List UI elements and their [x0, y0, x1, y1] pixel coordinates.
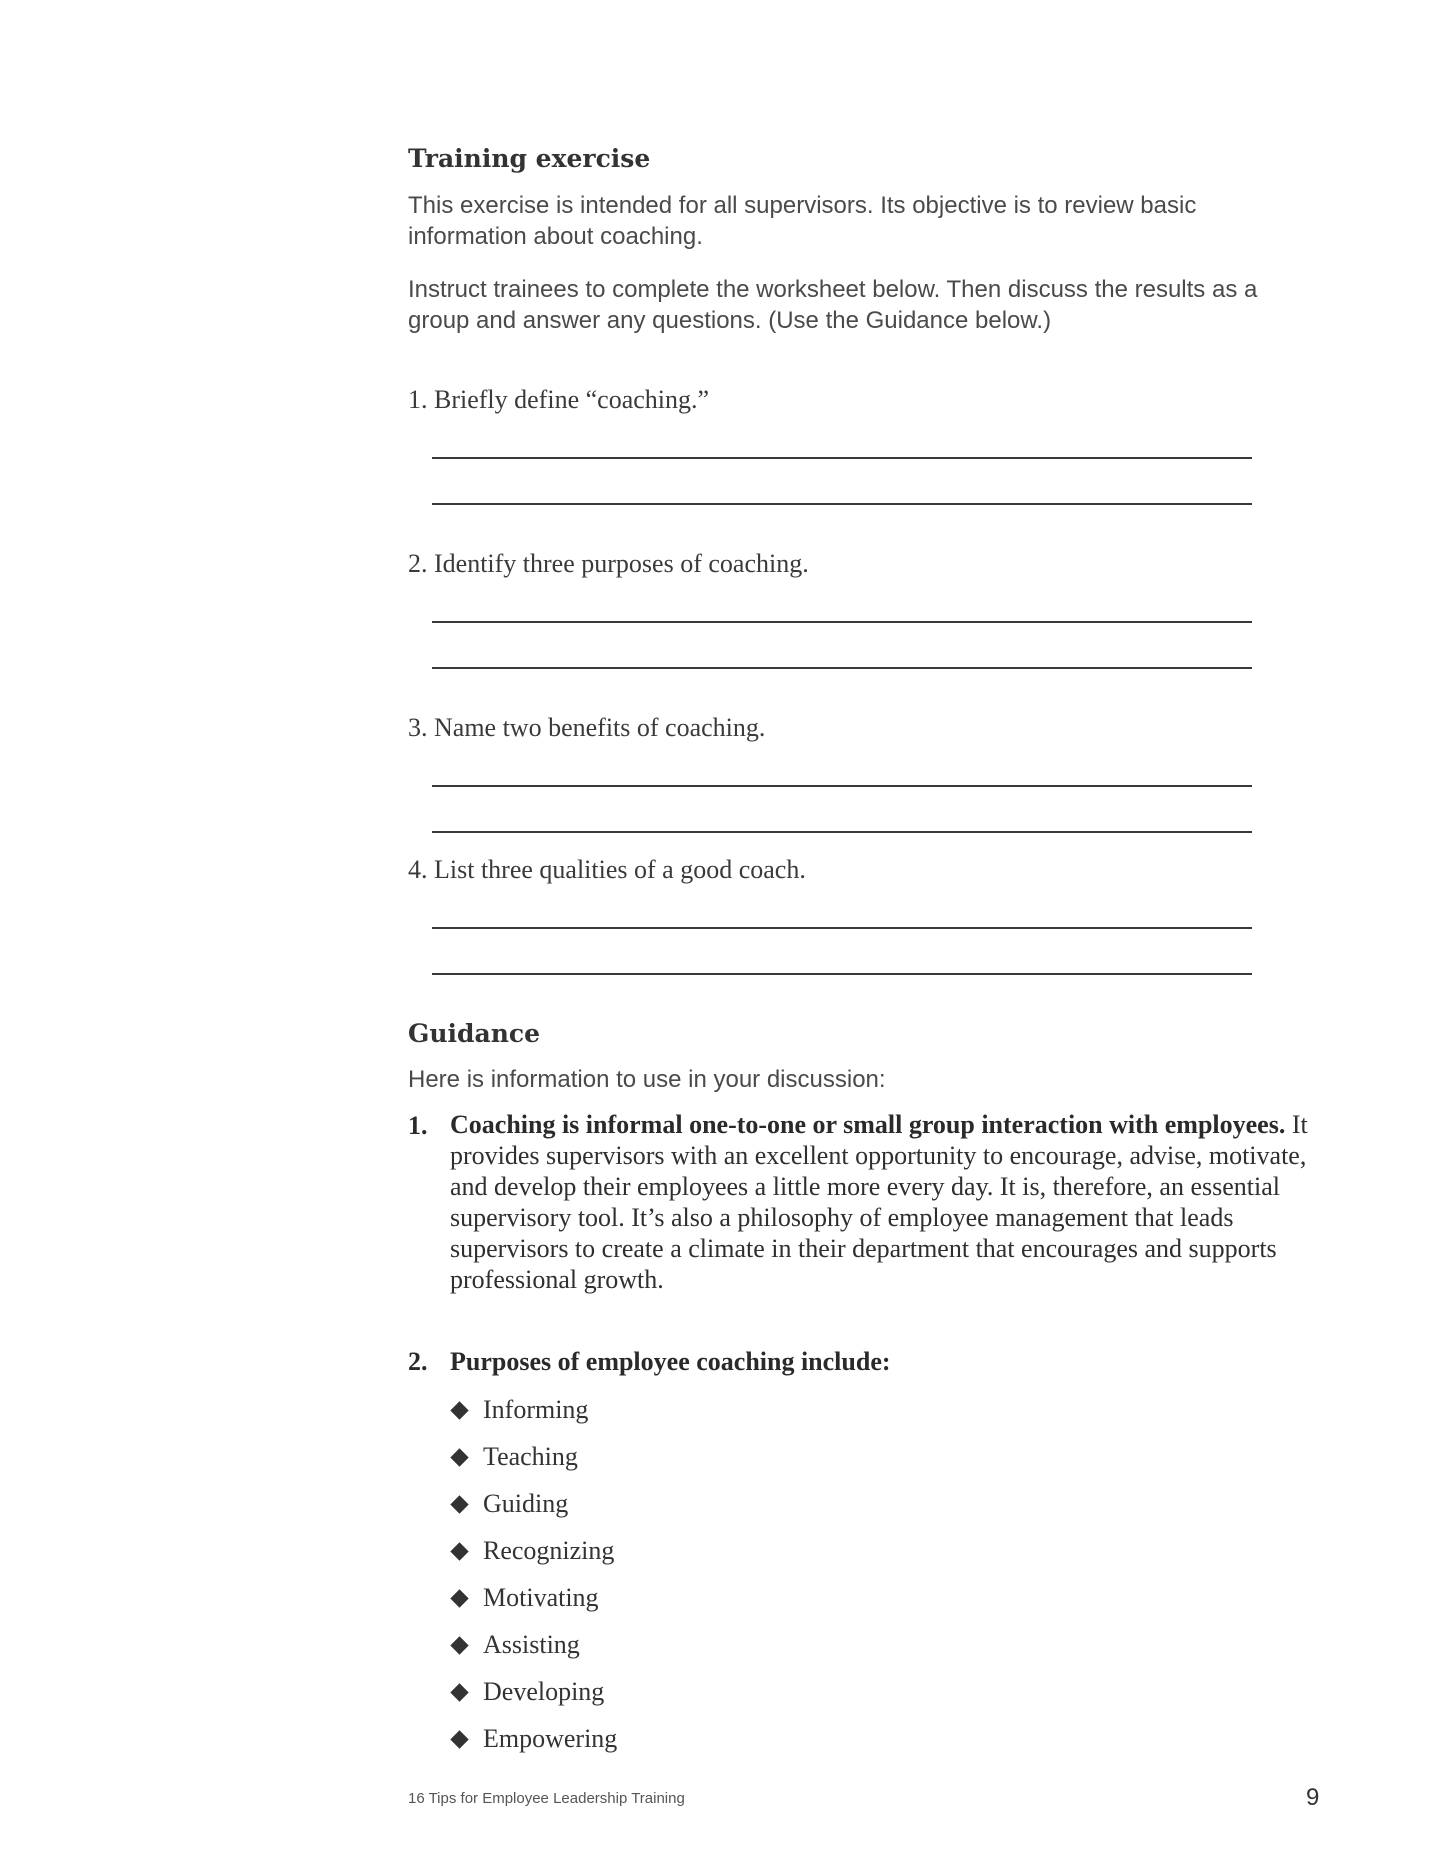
list-item: Assisting — [450, 1628, 580, 1662]
diamond-bullet-icon — [450, 1730, 468, 1748]
training-exercise-heading: Training exercise — [408, 144, 651, 173]
list-item: Empowering — [450, 1722, 617, 1756]
list-item: Motivating — [450, 1581, 599, 1615]
guidance-heading: Guidance — [408, 1019, 541, 1048]
training-intro-paragraph: This exercise is intended for all supervisors. Its objective is to review basic information about coaching. — [408, 192, 1197, 250]
guidance-intro: Here is information to use in your discussion: — [408, 1066, 886, 1093]
answer-line — [432, 927, 1252, 929]
diamond-bullet-icon — [450, 1448, 468, 1466]
answer-line — [432, 457, 1252, 459]
answer-line — [432, 667, 1252, 669]
guidance-item-1 — [450, 1109, 1340, 1295]
guidance-item-1-number: 1. — [408, 1111, 428, 1140]
guidance-item-1-bold: Coaching is informal one-to-one or small group interaction with employees. — [450, 1110, 1286, 1139]
list-item: Developing — [450, 1675, 604, 1709]
list-item: Informing — [450, 1393, 588, 1427]
guidance-item-2-title: Purposes of employee coaching include: — [450, 1347, 891, 1376]
diamond-bullet-icon — [450, 1542, 468, 1560]
training-instructions-paragraph: Instruct trainees to complete the worksheet below. Then discuss the results as a group and answer any questions. (Use the Guidance below.) — [408, 276, 1258, 334]
guidance-item-2-number: 2. — [408, 1347, 428, 1376]
list-item: Guiding — [450, 1487, 568, 1521]
footer-title: 16 Tips for Employee Leadership Training — [408, 1790, 685, 1807]
page-number: 9 — [1306, 1784, 1320, 1811]
answer-line — [432, 785, 1252, 787]
list-item: Teaching — [450, 1440, 578, 1474]
answer-line — [432, 831, 1252, 833]
guidance-item-1-text: It provides supervisors with an excellent opportunity to encourage, advise, motivate, and develop their employees a little more every day. It is, therefore, an essential supervisory tool. It’s also a philosophy of employee management that leads supervisors to create a climate in their department that encourages and supports professional growth. — [450, 1110, 1308, 1294]
worksheet-question-4: 4. List three qualities of a good coach. — [408, 855, 806, 884]
diamond-bullet-icon — [450, 1401, 468, 1419]
diamond-bullet-icon — [450, 1495, 468, 1513]
list-item: Recognizing — [450, 1534, 614, 1568]
answer-line — [432, 503, 1252, 505]
answer-line — [432, 973, 1252, 975]
worksheet-question-3: 3. Name two benefits of coaching. — [408, 713, 766, 742]
answer-line — [432, 621, 1252, 623]
diamond-bullet-icon — [450, 1589, 468, 1607]
diamond-bullet-icon — [450, 1636, 468, 1654]
diamond-bullet-icon — [450, 1683, 468, 1701]
worksheet-question-2: 2. Identify three purposes of coaching. — [408, 549, 809, 578]
worksheet-question-1: 1. Briefly define “coaching.” — [408, 385, 710, 414]
